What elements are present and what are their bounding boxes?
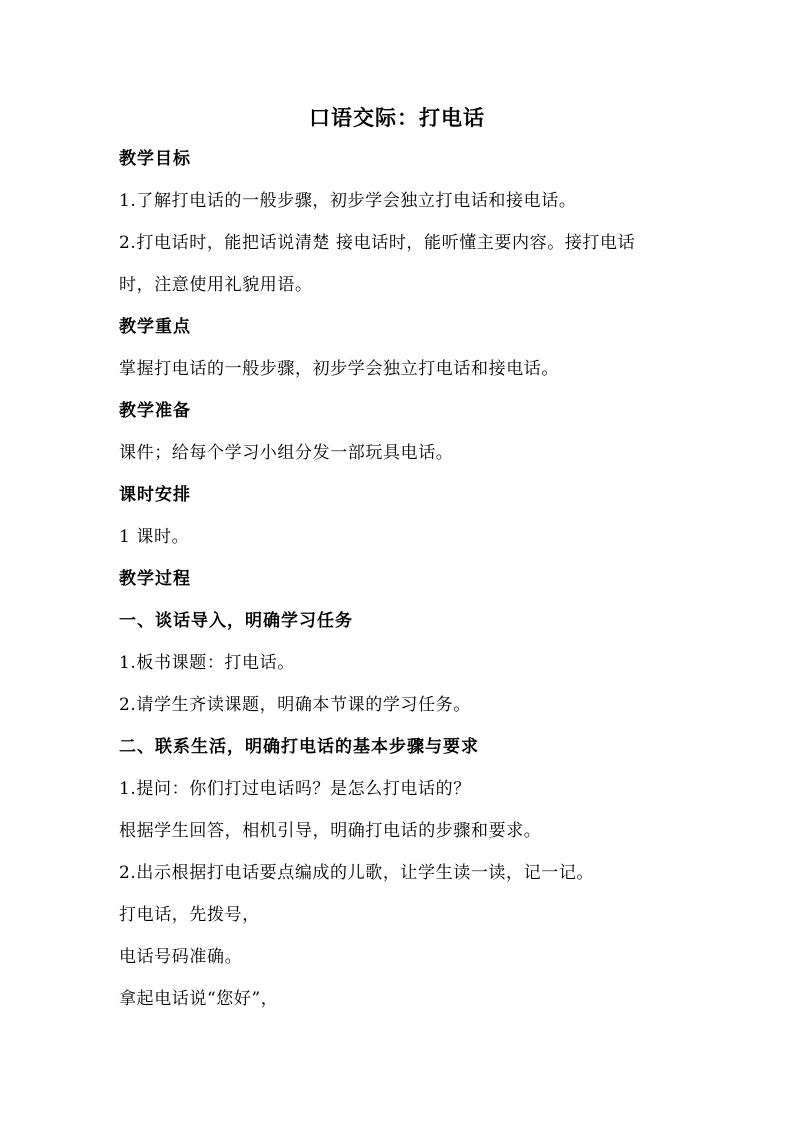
goal-item-2-line-1: 2.打电话时，能把话说清楚 接电话时，能听懂主要内容。接打电话 bbox=[119, 233, 636, 253]
document-title: 口语交际：打电话 bbox=[309, 105, 485, 130]
song-line-1: 打电话，先拨号， bbox=[119, 905, 260, 925]
prep-heading: 教学准备 bbox=[119, 401, 191, 421]
part-1-item-1: 1.板书课题：打电话。 bbox=[119, 653, 295, 673]
goals-heading: 教学目标 bbox=[119, 149, 191, 169]
song-line-3: 拿起电话说“您好”， bbox=[119, 989, 279, 1009]
focus-text: 掌握打电话的一般步骤，初步学会独立打电话和接电话。 bbox=[119, 359, 559, 379]
process-heading: 教学过程 bbox=[119, 569, 191, 589]
part-2-text-1: 根据学生回答，相机引导，明确打电话的步骤和要求。 bbox=[119, 821, 542, 841]
goal-item-1: 1.了解打电话的一般步骤，初步学会独立打电话和接电话。 bbox=[119, 191, 577, 211]
goal-item-2-line-2: 时，注意使用礼貌用语。 bbox=[119, 275, 313, 295]
part-1-heading: 一、谈话导入，明确学习任务 bbox=[119, 611, 353, 631]
song-line-2: 电话号码准确。 bbox=[119, 947, 243, 967]
schedule-heading: 课时安排 bbox=[119, 485, 191, 505]
part-2-heading: 二、联系生活，明确打电话的基本步骤与要求 bbox=[119, 737, 479, 757]
part-2-item-1: 1.提问：你们打过电话吗？是怎么打电话的？ bbox=[119, 779, 471, 799]
part-1-item-2: 2.请学生齐读课题，明确本节课的学习任务。 bbox=[119, 695, 471, 715]
focus-heading: 教学重点 bbox=[119, 317, 191, 337]
prep-text: 课件；给每个学习小组分发一部玩具电话。 bbox=[119, 443, 454, 463]
schedule-text: 1 课时。 bbox=[119, 527, 190, 547]
part-2-item-2: 2.出示根据打电话要点编成的儿歌，让学生读一读，记一记。 bbox=[119, 863, 595, 883]
